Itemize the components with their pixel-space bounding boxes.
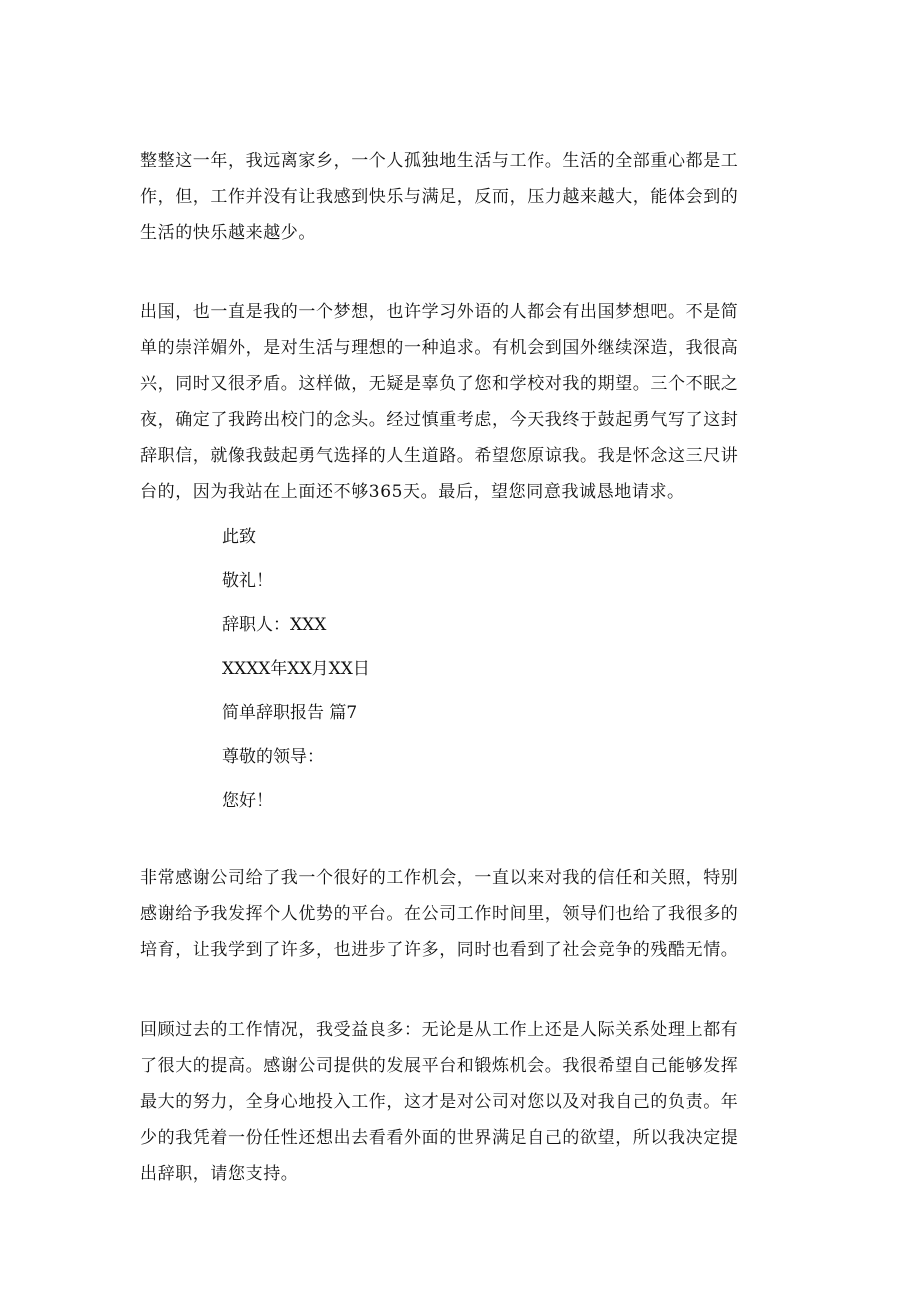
paragraph-line: 培育，让我学到了许多，也进步了许多，同时也看到了社会竞争的残酷无情。: [140, 940, 739, 960]
paragraph-line: 少的我凭着一份任性还想出去看看外面的世界满足自己的欲望，所以我决定提: [140, 1128, 739, 1148]
paragraph-line: 辞职信，就像我鼓起勇气选择的人生道路。希望您原谅我。我是怀念这三尺讲: [140, 446, 739, 466]
paragraph-3: [140, 860, 780, 968]
closing-line-2: 敬礼！: [222, 571, 273, 591]
paragraph-line: 单的崇洋媚外，是对生活与理想的一种追求。有机会到国外继续深造，我很高: [140, 338, 739, 358]
paragraph-line: 作，但，工作并没有让我感到快乐与满足，反而，压力越来越大，能体会到的: [140, 187, 739, 207]
paragraph-line: 最大的努力，全身心地投入工作，这才是对公司对您以及对我自己的负责。年: [140, 1092, 739, 1112]
greeting-line: 您好！: [222, 791, 273, 811]
paragraph-line: 出国，也一直是我的一个梦想，也许学习外语的人都会有出国梦想吧。不是简: [140, 302, 739, 322]
paragraph-line: 出辞职，请您支持。: [140, 1164, 299, 1184]
salutation-line: 尊敬的领导：: [222, 747, 324, 767]
section-title: 简单辞职报告 篇7: [222, 703, 358, 723]
paragraph-line: 兴，同时又很矛盾。这样做，无疑是辜负了您和学校对我的期望。三个不眠之: [140, 374, 739, 394]
paragraph-line: 感谢给予我发挥个人优势的平台。在公司工作时间里，领导们也给了我很多的: [140, 904, 739, 924]
paragraph-line: 整整这一年，我远离家乡，一个人孤独地生活与工作。生活的全部重心都是工: [140, 151, 739, 171]
date-line: XXXX年XX月XX日: [222, 659, 370, 679]
paragraph-line: 了很大的提高。感谢公司提供的发展平台和锻炼机会。我很希望自己能够发挥: [140, 1056, 739, 1076]
closing-line-1: 此致: [222, 527, 256, 547]
signer-line: 辞职人：XXX: [222, 615, 327, 635]
paragraph-2: [140, 294, 780, 510]
paragraph-line: 夜，确定了我跨出校门的念头。经过慎重考虑，今天我终于鼓起勇气写了这封: [140, 410, 739, 430]
paragraph-4: [140, 1012, 780, 1192]
paragraph-line: 回顾过去的工作情况，我受益良多：无论是从工作上还是人际关系处理上都有: [140, 1020, 739, 1040]
paragraph-line: 生活的快乐越来越少。: [140, 223, 316, 243]
paragraph-1: [140, 143, 780, 251]
paragraph-line: 非常感谢公司给了我一个很好的工作机会，一直以来对我的信任和关照，特别: [140, 868, 739, 888]
paragraph-line: 台的，因为我站在上面还不够365天。最后，望您同意我诚恳地请求。: [140, 482, 685, 502]
